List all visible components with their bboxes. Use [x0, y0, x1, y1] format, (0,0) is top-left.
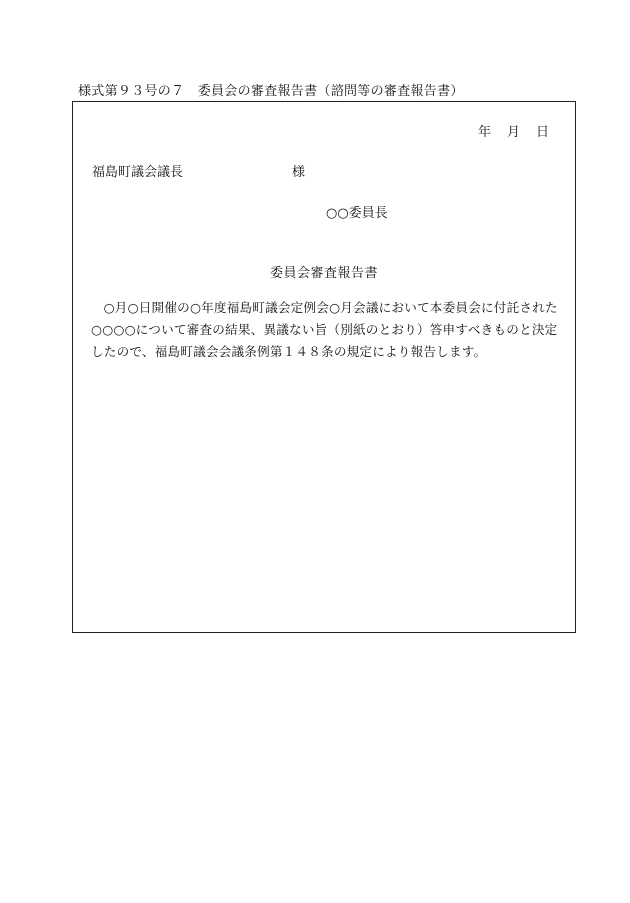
- date-line: [478, 121, 549, 140]
- addressee-honorific: 様: [292, 165, 306, 180]
- report-form-box: [72, 101, 576, 633]
- sender-title: ○○委員長: [326, 206, 388, 221]
- report-body-text: ○月○日開催の○年度福島町議会定例会○月会議において本委員会に付託された○○○○について審査の結果、異議ない旨（別紙のとおり）答申すべきものと決定したので、福島町議会会議条例第１４８条の規定により報告します。: [91, 300, 558, 359]
- addressee-name: 福島町議会議長: [92, 165, 184, 180]
- form-title: 様式第９３号の７ 委員会の審査報告書（諮問等の審査報告書）: [78, 84, 464, 99]
- document-heading: 委員会審査報告書: [269, 266, 378, 281]
- date-day-label: 日: [535, 125, 549, 140]
- date-year-label: 年: [477, 125, 491, 140]
- date-month-label: 月: [506, 125, 520, 140]
